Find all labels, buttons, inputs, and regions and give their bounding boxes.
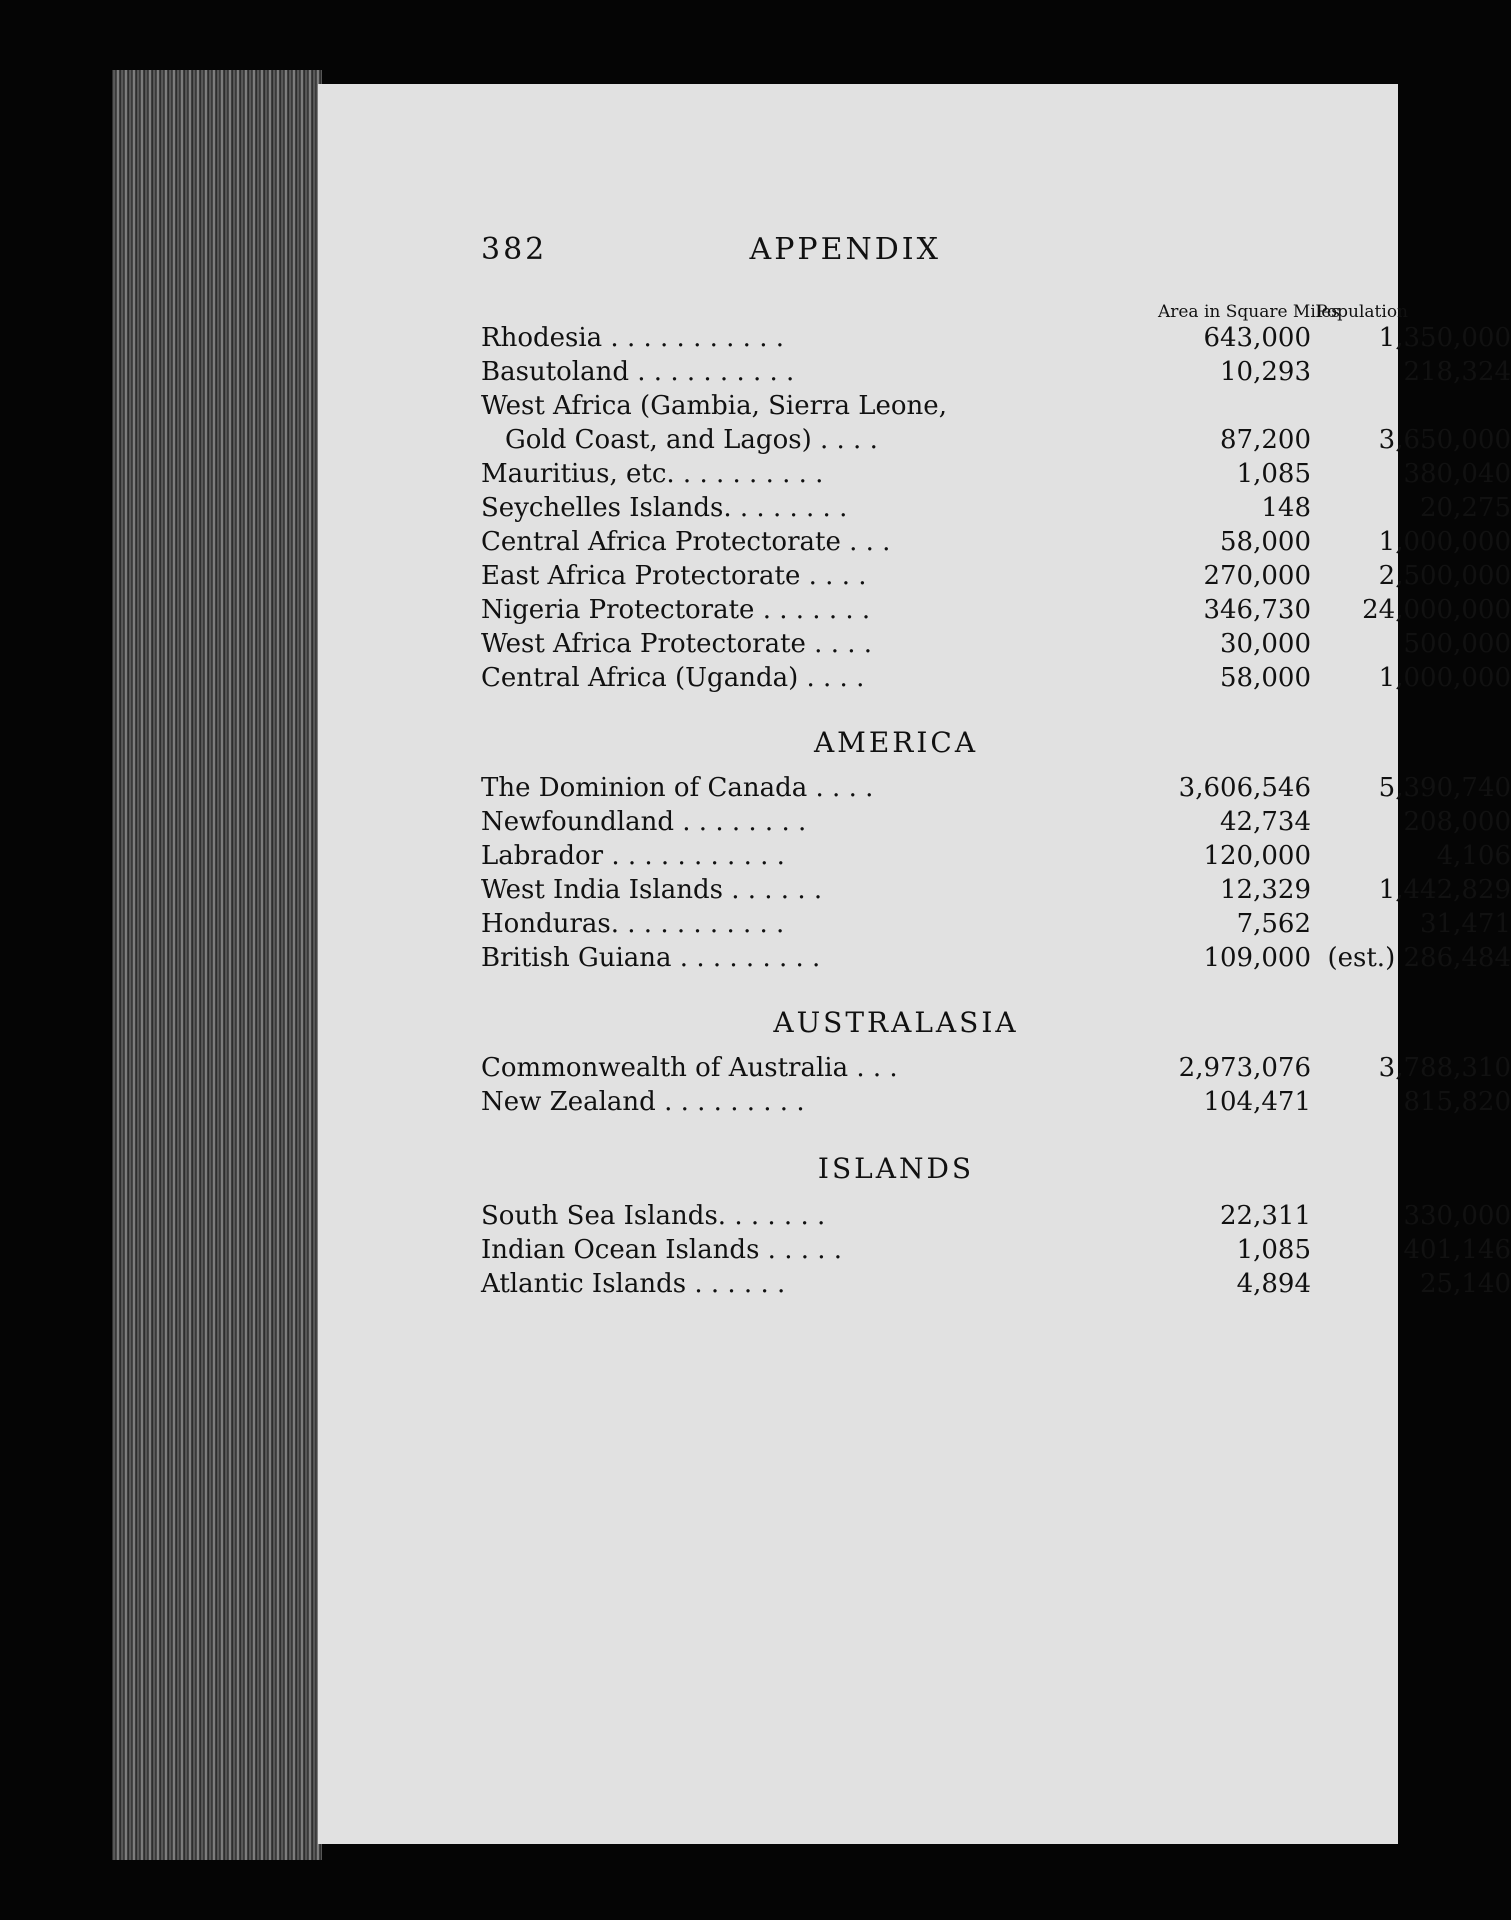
region-name: West India Islands . . . . . . (481, 875, 823, 905)
region-name: Indian Ocean Islands . . . . . (481, 1235, 843, 1265)
region-name: The Dominion of Canada . . . . (481, 773, 874, 803)
book-page-edges (112, 70, 322, 1860)
table-row: South Sea Islands. . . . . . . 22,311 330,000 (481, 1201, 1511, 1231)
table-row: Honduras. . . . . . . . . . . 7,562 31,471 (481, 909, 1511, 939)
table-row: British Guiana . . . . . . . . . 109,000 (est.) 286,484 (481, 943, 1511, 973)
table-row: New Zealand . . . . . . . . . 104,471 815,820 (481, 1087, 1511, 1117)
book-page (318, 84, 1511, 1844)
region-name: Gold Coast, and Lagos) . . . . (505, 425, 878, 455)
table-row: Indian Ocean Islands . . . . . 1,085 401,146 (481, 1235, 1511, 1265)
table-row: The Dominion of Canada . . . . 3,606,546 5,390,740 (481, 773, 1511, 803)
table-row: Newfoundland . . . . . . . . 42,734 208,000 (481, 807, 1511, 837)
region-name: West Africa Protectorate . . . . (481, 629, 873, 659)
table-row: West Africa Protectorate . . . . 30,000 500,000 (481, 629, 1511, 659)
table-row: Seychelles Islands. . . . . . . . 148 20,275 (481, 493, 1511, 523)
table-row: Commonwealth of Australia . . . 2,973,076 3,788,310 (481, 1053, 1511, 1083)
table-row: Atlantic Islands . . . . . . 4,894 25,140 (481, 1269, 1511, 1299)
region-name: Mauritius, etc. . . . . . . . . . (481, 459, 824, 489)
section-title-australasia: AUSTRALASIA (773, 1006, 1019, 1039)
table-row: Mauritius, etc. . . . . . . . . . 1,085 380,040 (481, 459, 1511, 489)
region-name: Seychelles Islands. . . . . . . . (481, 493, 848, 523)
region-name: New Zealand . . . . . . . . . (481, 1087, 805, 1117)
region-name: Commonwealth of Australia . . . (481, 1053, 898, 1083)
region-name: Nigeria Protectorate . . . . . . . (481, 595, 871, 625)
table-row: West India Islands . . . . . . 12,329 1,442,829 (481, 875, 1511, 905)
section-title-america: AMERICA (813, 726, 979, 759)
table-row: Basutoland . . . . . . . . . . 10,293 218,324 (481, 357, 1511, 387)
table-row: Rhodesia . . . . . . . . . . . 643,000 1,350,000 (481, 323, 1511, 353)
region-name: Labrador . . . . . . . . . . . (481, 841, 785, 871)
section-title-islands: ISLANDS (817, 1152, 975, 1185)
page-title: APPENDIX (749, 232, 941, 267)
region-name: East Africa Protectorate . . . . (481, 561, 867, 591)
table-row: Gold Coast, and Lagos) . . . . 87,200 3,650,000 (505, 425, 1511, 455)
region-name: Central Africa (Uganda) . . . . (481, 663, 865, 693)
region-name: British Guiana . . . . . . . . . (481, 943, 821, 973)
table-row (481, 390, 1311, 422)
table-row: Central Africa Protectorate . . . 58,000 1,000,000 (481, 527, 1511, 557)
table-row: Labrador . . . . . . . . . . . 120,000 4,106 (481, 841, 1511, 871)
region-name: West Africa (Gambia, Sierra Leone, (481, 391, 947, 421)
table-row: Central Africa (Uganda) . . . . 58,000 1,000,000 (481, 663, 1511, 693)
region-name: South Sea Islands. . . . . . . (481, 1201, 826, 1231)
region-name: Rhodesia . . . . . . . . . . . (481, 323, 784, 353)
region-name: Central Africa Protectorate . . . (481, 527, 891, 557)
region-name: Atlantic Islands . . . . . . (481, 1269, 786, 1299)
table-row: Nigeria Protectorate . . . . . . . 346,730 24,000,000 (481, 595, 1511, 625)
column-header-area: Area in Square Miles (1157, 302, 1340, 322)
region-name: Honduras. . . . . . . . . . . (481, 909, 785, 939)
region-name: Newfoundland . . . . . . . . (481, 807, 807, 837)
table-row: East Africa Protectorate . . . . 270,000 2,500,000 (481, 561, 1511, 591)
region-name: Basutoland . . . . . . . . . . (481, 357, 795, 387)
page-number: 382 (481, 232, 548, 267)
column-header-population: Population (1316, 302, 1408, 322)
page-header (481, 232, 1311, 282)
